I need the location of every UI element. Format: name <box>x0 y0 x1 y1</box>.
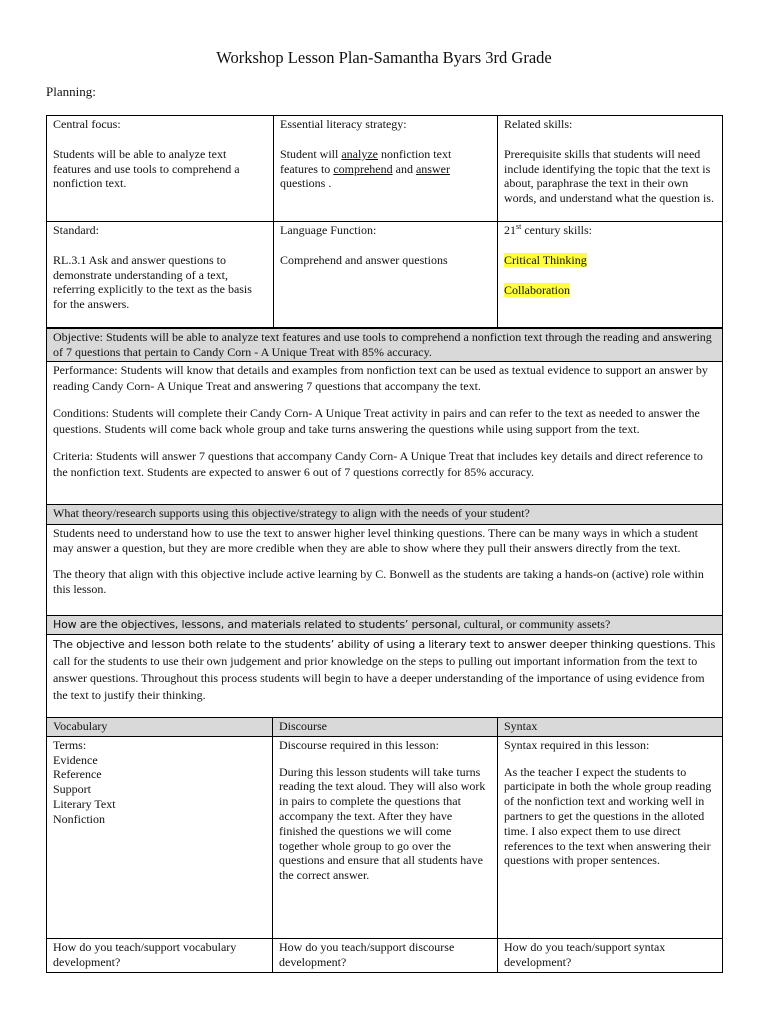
discourse-header: Discourse <box>273 718 498 737</box>
standard-text: RL.3.1 Ask and answer questions to demonstrate understanding of a text, referring explicitly to the text as the basis for the answers. <box>53 252 252 312</box>
syntax-text: As the teacher I expect the students to participate in both the whole group reading of the nonfiction text and working well in partners to get the questions in the alloted time. I also expect them to use direct references to the text when answering their questions with proper sentences. <box>504 764 712 868</box>
literacy-strategy-heading: Essential literacy strategy: <box>280 117 407 131</box>
vocab-term: Literary Text <box>53 796 116 811</box>
related-skills-cell <box>498 116 723 222</box>
strategy-text-part: and <box>392 161 416 176</box>
planning-table <box>46 115 723 328</box>
assets-text <box>53 636 716 704</box>
assets-heading <box>47 615 723 635</box>
theory-paragraph-2: The theory that align with this objective include active learning by C. Bonwell as the students are taking a hands-on (active) role within this lesson. <box>53 566 704 596</box>
language-function-text: Comprehend and answer questions <box>280 252 448 267</box>
page-title: Workshop Lesson Plan-Samantha Byars 3rd Grade <box>216 48 552 67</box>
theory-cell <box>47 524 723 615</box>
century-skills-cell <box>498 222 723 328</box>
assets-heading-part: How are the objectives, lessons, and materials related to students’ personal, <box>53 617 461 631</box>
century-number: 21 <box>504 223 516 237</box>
strategy-text-part: questions . <box>280 176 332 191</box>
related-skills-heading: Related skills: <box>504 117 573 131</box>
assets-heading-rest: cultural, or community assets? <box>460 616 611 631</box>
century-heading-rest: century skills: <box>521 223 593 237</box>
strategy-text-part: Student will <box>280 146 342 161</box>
syntax-support-cell: How do you teach/support syntax development? <box>498 938 723 972</box>
vocab-term: Support <box>53 782 92 797</box>
performance-cell <box>47 362 723 505</box>
skill-critical-thinking: Critical Thinking <box>504 252 587 267</box>
literacy-strategy-text <box>280 147 491 191</box>
underlined-comprehend: comprehend <box>333 161 393 176</box>
assets-cell <box>47 635 723 721</box>
related-skills-text: Prerequisite skills that students will need include identifying the topic that the text is about, paraphrase the text in their own words, and understand what the question is. <box>504 146 714 206</box>
language-function-cell <box>274 222 498 328</box>
assets-text-rest: . This call for the students to use their own judgement and prior knowledge on the steps to pulling out important information from the text to answer questions. Throughout this process students will begin to have a deeper understanding of the importance of using evidence from the text to justify their thinking. <box>53 637 716 702</box>
vocabulary-support-cell: How do you teach/support vocabulary development? <box>47 938 273 972</box>
strategy-text-part: nonfiction text features to <box>280 146 452 176</box>
planning-label: Planning: <box>46 84 96 99</box>
vocabulary-cell <box>47 736 273 938</box>
central-focus-text: Students will be able to analyze text features and use tools to comprehend a nonfiction text. <box>53 146 240 191</box>
language-demands-table <box>46 717 723 973</box>
century-suffix: st <box>516 222 522 231</box>
standard-heading: Standard: <box>53 223 99 237</box>
vocab-term: Evidence <box>53 752 98 767</box>
syntax-cell <box>498 736 723 938</box>
vocab-term: Terms: <box>53 737 87 752</box>
skill-collaboration: Collaboration <box>504 282 570 297</box>
objective-cell: Objective: Students will be able to analyze text features and use tools to comprehend a nonfiction text through the reading and answering of 7 questions that pertain to Candy Corn - A Unique Treat with 85% accuracy. <box>47 329 723 362</box>
standard-cell <box>47 222 274 328</box>
discourse-required-label: Discourse required in this lesson: <box>279 737 439 752</box>
discourse-text: During this lesson students will take turns reading the text aloud. They will also work in pairs to complete the questions that accompany the text. After they have finished the questions we will come together whole group to go over the questions and ensure that all students have the correct answer. <box>279 764 486 883</box>
underlined-answer: answer <box>415 161 450 176</box>
central-focus-cell <box>47 116 274 222</box>
objective-table <box>46 328 723 721</box>
central-focus-heading: Central focus: <box>53 117 121 131</box>
discourse-cell <box>273 736 498 938</box>
language-function-heading: Language Function: <box>280 223 377 237</box>
syntax-header: Syntax <box>498 718 723 737</box>
discourse-support-cell: How do you teach/support discourse development? <box>273 938 498 972</box>
criteria-text: Criteria: Students will answer 7 questions that accompany Candy Corn- A Unique Treat that includes key details and direct reference to the nonfiction text. Students are expected to answer 6 out of 7 questions correctly for 85% accuracy. <box>53 449 703 479</box>
syntax-required-label: Syntax required in this lesson: <box>504 737 650 752</box>
century-skills-heading <box>504 223 716 238</box>
vocab-term: Reference <box>53 767 102 782</box>
assets-text-part: The objective and lesson both relate to the students’ ability of using a literary text to answer deeper thinking questions <box>53 638 689 651</box>
vocabulary-header: Vocabulary <box>47 718 273 737</box>
conditions-text: Conditions: Students will complete their Candy Corn- A Unique Treat activity in pairs and can refer to the text as needed to answer the questions. Students will come back whole group and take turns answering the questions while using support from the text. <box>53 406 700 436</box>
theory-heading: What theory/research supports using this objective/strategy to align with the needs of your student? <box>47 505 723 525</box>
performance-text: Performance: Students will know that details and examples from nonfiction text can be used as textual evidence to support an answer by reading Candy Corn- A Unique Treat and answering 7 questions that accompany the text. <box>53 363 708 393</box>
literacy-strategy-cell <box>274 116 498 222</box>
theory-paragraph-1: Students need to understand how to use the text to answer higher level thinking questions. There can be many ways in which a student may answer a question, but they are more credible when they are able to show where they pull their answers directly from the text. <box>53 525 698 555</box>
underlined-analyze: analyze <box>341 146 378 161</box>
vocab-term: Nonfiction <box>53 811 105 826</box>
